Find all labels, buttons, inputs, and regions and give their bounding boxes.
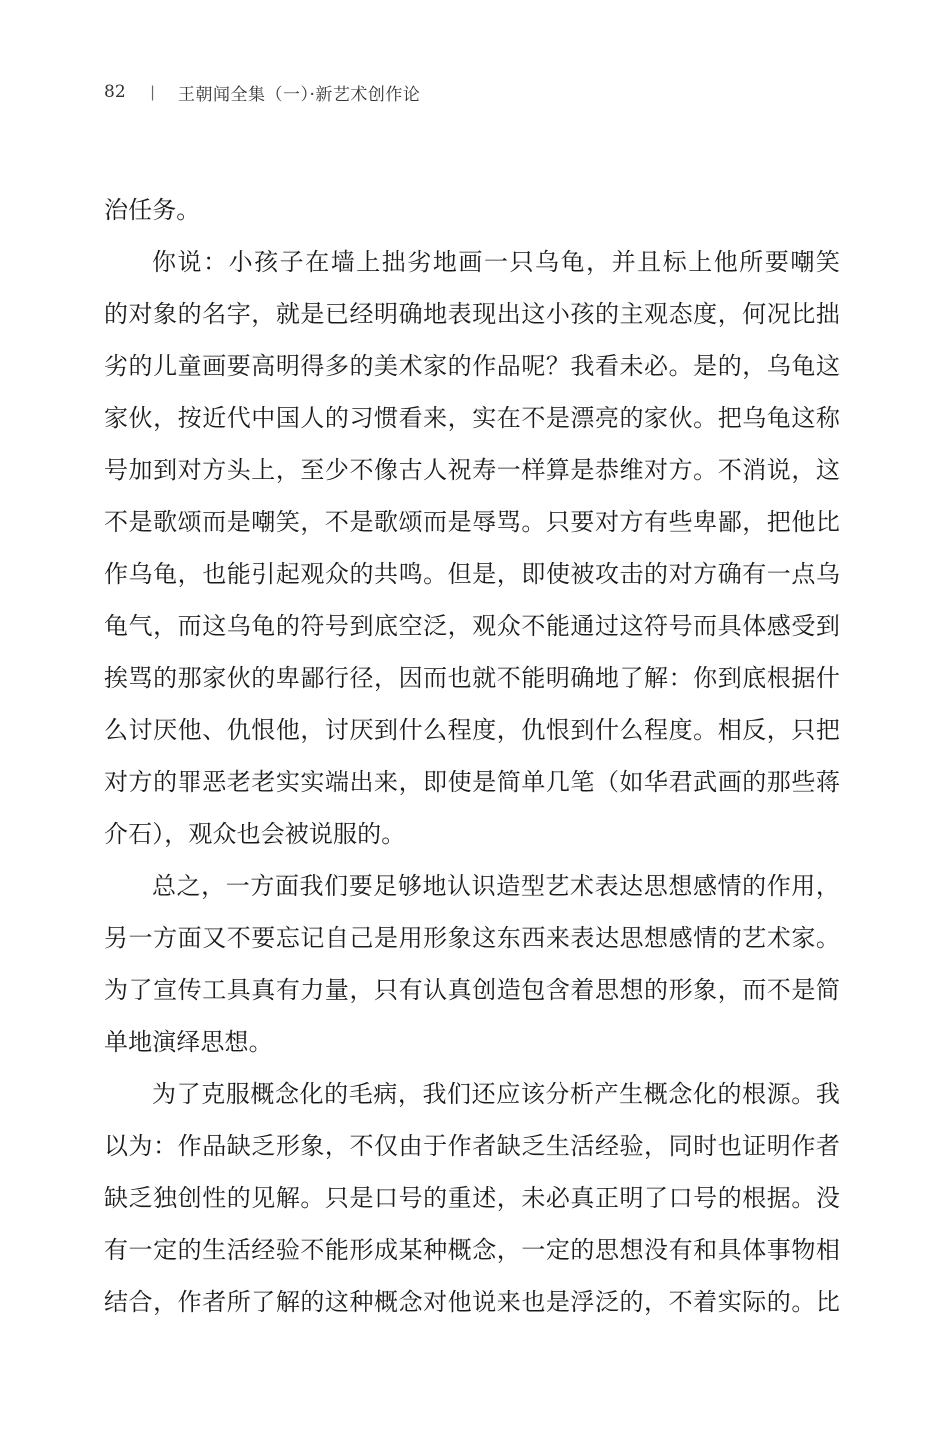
page-number: 82	[104, 82, 126, 102]
text-line: 么讨厌他、仇恨他，讨厌到什么程度，仇恨到什么程度。相反，只把	[104, 716, 840, 744]
text-line: 总之，一方面我们要足够地认识造型艺术表达思想感情的作用，	[152, 872, 840, 900]
text-line: 以为：作品缺乏形象，不仅由于作者缺乏生活经验，同时也证明作者	[104, 1132, 840, 1160]
text-line: 为了克服概念化的毛病，我们还应该分析产生概念化的根源。我	[152, 1080, 840, 1108]
text-line: 对方的罪恶老老实实端出来，即使是简单几笔（如华君武画的那些蒋	[104, 768, 840, 796]
text-line: 为了宣传工具真有力量，只有认真创造包含着思想的形象，而不是简	[104, 976, 840, 1004]
text-line: 有一定的生活经验不能形成某种概念，一定的思想没有和具体事物相	[104, 1236, 840, 1264]
text-line: 治任务。	[104, 196, 201, 224]
body-text	[104, 184, 840, 1328]
text-line: 的对象的名字，就是已经明确地表现出这小孩的主观态度，何况比拙	[104, 300, 840, 328]
page-header	[104, 80, 420, 104]
text-line: 作乌龟，也能引起观众的共鸣。但是，即使被攻击的对方确有一点乌	[104, 560, 840, 588]
text-line: 介石），观众也会被说服的。	[104, 820, 406, 848]
header-separator: |	[150, 83, 156, 101]
text-line: 不是歌颂而是嘲笑，不是歌颂而是辱骂。只要对方有些卑鄙，把他比	[104, 508, 840, 536]
text-line: 挨骂的那家伙的卑鄙行径，因而也就不能明确地了解：你到底根据什	[104, 664, 840, 692]
text-line: 劣的儿童画要高明得多的美术家的作品呢？我看未必。是的，乌龟这	[104, 352, 840, 380]
text-line: 你说：小孩子在墙上拙劣地画一只乌龟，并且标上他所要嘲笑	[152, 248, 840, 276]
text-line: 龟气，而这乌龟的符号到底空泛，观众不能通过这符号而具体感受到	[104, 612, 840, 640]
text-line: 号加到对方头上，至少不像古人祝寿一样算是恭维对方。不消说，这	[104, 456, 840, 484]
text-line: 另一方面又不要忘记自己是用形象这东西来表达思想感情的艺术家。	[104, 924, 840, 952]
running-title: 王朝闻全集（一）·新艺术创作论	[178, 84, 421, 105]
text-line: 结合，作者所了解的这种概念对他说来也是浮泛的，不着实际的。比	[104, 1288, 840, 1316]
text-line: 单地演绎思想。	[104, 1028, 273, 1056]
text-line: 缺乏独创性的见解。只是口号的重述，未必真正明了口号的根据。没	[104, 1184, 840, 1212]
text-line: 家伙，按近代中国人的习惯看来，实在不是漂亮的家伙。把乌龟这称	[104, 404, 840, 432]
